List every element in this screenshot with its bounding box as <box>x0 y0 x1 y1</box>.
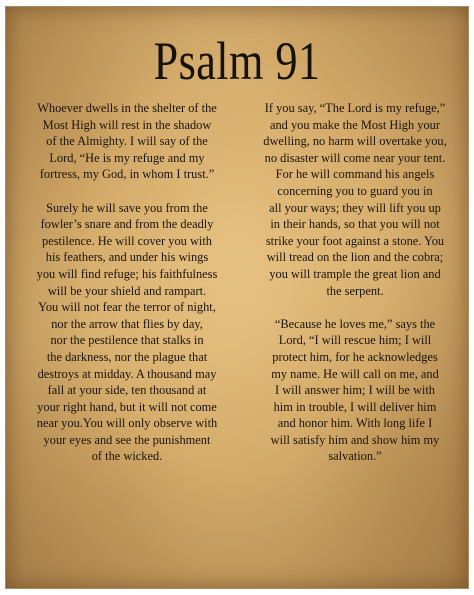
verse-line: protect him, for he acknowledges <box>272 349 438 364</box>
verse-paragraph <box>252 316 458 465</box>
verse-line: my name. He will call on me, and <box>271 366 439 381</box>
verse-line: your right hand, but it will not come <box>37 399 217 414</box>
verse-line: your eyes and see the punishment <box>43 432 211 447</box>
parchment-poster <box>5 6 469 589</box>
verse-line: fortress, my God, in whom I trust.” <box>39 167 215 182</box>
verse-line: If you say, “The Lord is my refuge,” <box>264 101 446 115</box>
verse-line: of the wicked. <box>91 449 163 464</box>
verse-line: dwelling, no harm will overtake you, <box>263 134 447 149</box>
page-title: Psalm 91 <box>153 31 321 91</box>
verse-line: him in trouble, I will deliver him <box>273 399 437 414</box>
verse-line: Surely he will save you from the <box>46 200 208 215</box>
verse-line: Lord, “He is my refuge and my <box>49 150 205 165</box>
verse-line: destroys at midday. A thousand may <box>37 366 217 381</box>
left-text-column <box>24 100 230 465</box>
verse-line: salvation.” <box>328 449 382 464</box>
verse-line: concerning you to guard you in <box>277 183 433 198</box>
verse-line: his feathers, and under his wings <box>45 250 209 265</box>
verse-paragraph <box>252 100 458 299</box>
verse-line: no disaster will come near your tent. <box>264 150 446 165</box>
verse-line: Most High will rest in the shadow <box>42 117 212 132</box>
verse-line: will be your shield and rampart. <box>47 283 207 298</box>
verse-line: I will answer him; I will be with <box>274 383 436 398</box>
right-text-column <box>252 100 458 465</box>
verse-line: all your ways; they will lift you up <box>269 200 441 215</box>
verse-line: near you.You will only observe with <box>36 416 218 431</box>
verse-line: You will not fear the terror of night, <box>38 300 216 315</box>
verse-line: fowler’s snare and from the deadly <box>40 217 214 232</box>
verse-line: Whoever dwells in the shelter of the <box>37 101 217 115</box>
verse-line: and you make the Most High your <box>269 117 440 132</box>
verse-line: Lord, “I will rescue him; I will <box>278 333 432 348</box>
verse-line: you will find refuge; his faithfulness <box>36 266 218 281</box>
verse-line: you will trample the great lion and <box>269 266 441 281</box>
verse-line: nor the arrow that flies by day, <box>51 316 203 331</box>
verse-line: will tread on the lion and the cobra; <box>266 250 444 265</box>
verse-line: in their hands, so that you will not <box>270 217 440 232</box>
verse-line: nor the pestilence that stalks in <box>50 333 204 348</box>
verse-line: For he will command his angels <box>275 167 435 182</box>
verse-line: pestilence. He will cover you with <box>42 233 212 248</box>
verse-line: strike your foot against a stone. You <box>265 233 445 248</box>
verse-line: fall at your side, ten thousand at <box>47 383 207 398</box>
verse-line: and honor him. With long life I <box>277 416 433 431</box>
verse-line: “Because he loves me,” says the <box>274 316 436 331</box>
verse-paragraph <box>24 100 230 183</box>
verse-line: of the Almighty. I will say of the <box>46 134 208 149</box>
verse-line: the serpent. <box>326 283 384 298</box>
verse-line: the darkness, nor the plague that <box>46 349 208 364</box>
verse-paragraph <box>24 200 230 466</box>
verse-line: will satisfy him and show him my <box>270 432 440 447</box>
